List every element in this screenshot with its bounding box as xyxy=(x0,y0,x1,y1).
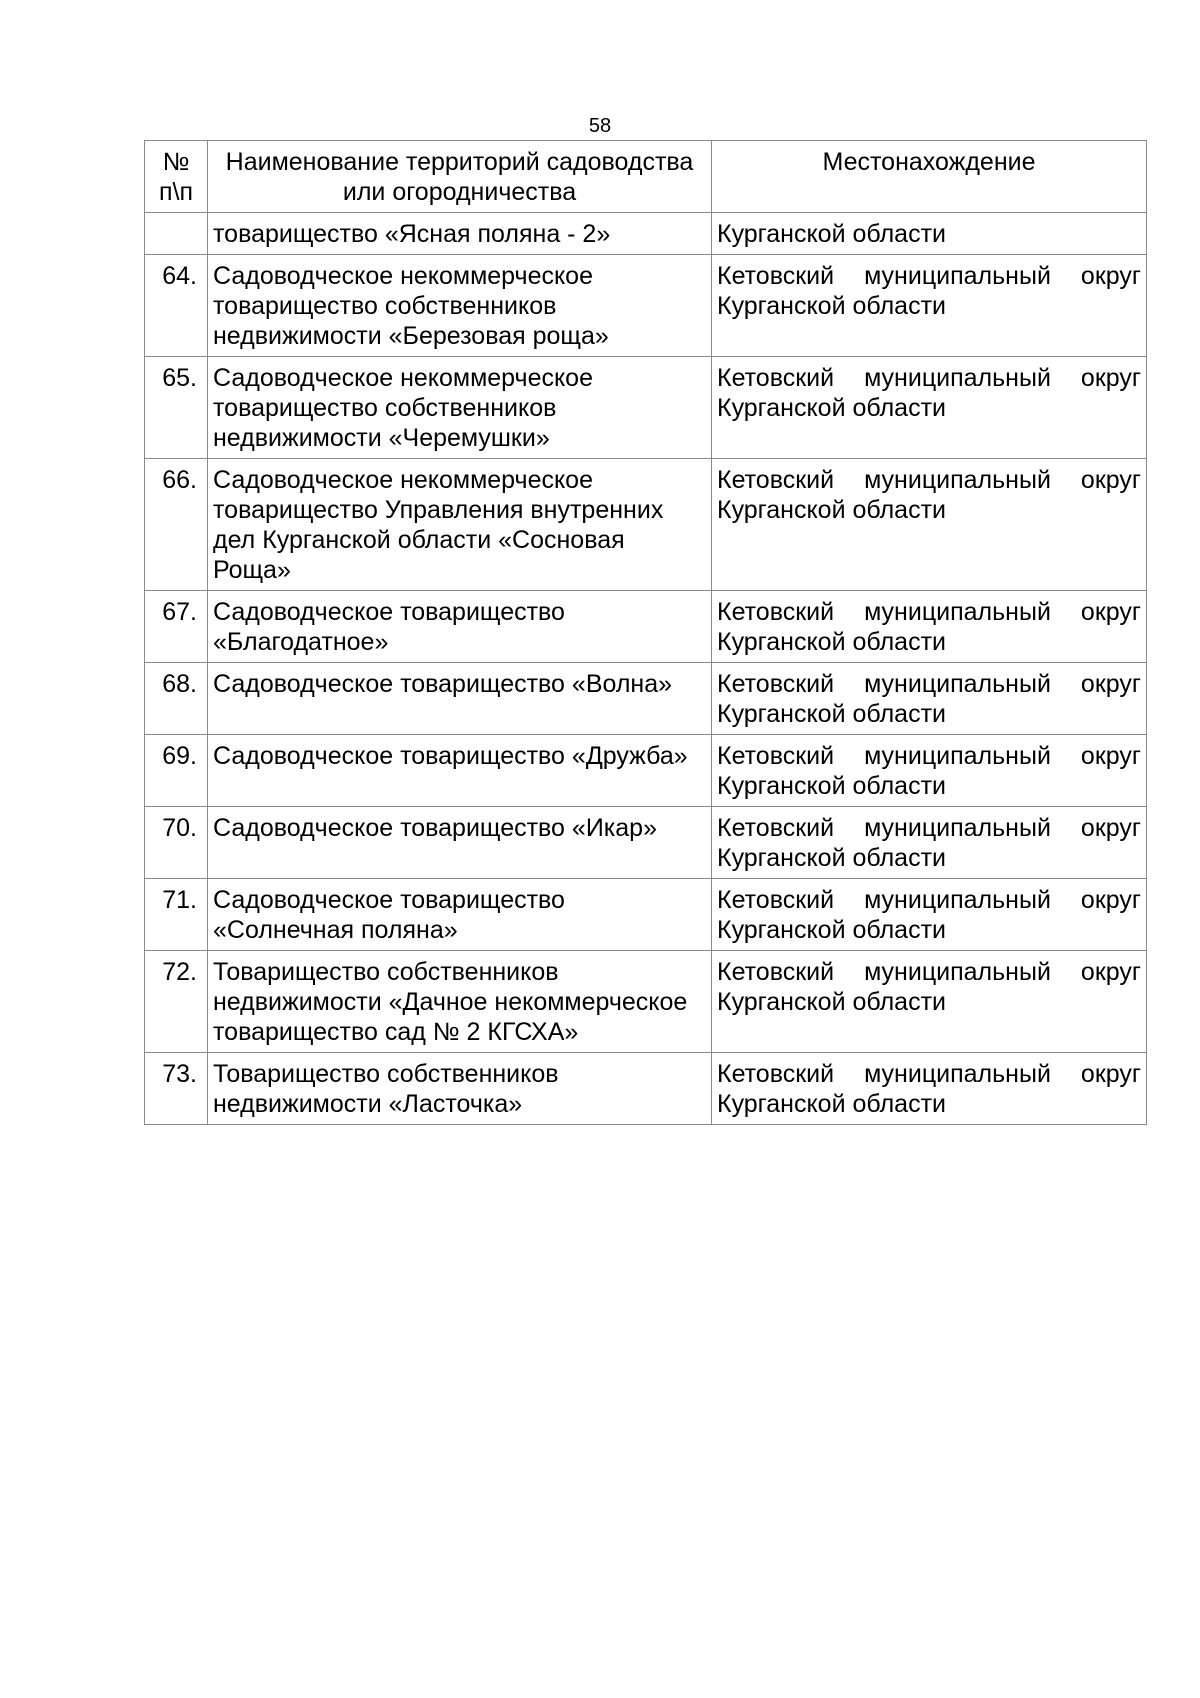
row-location xyxy=(712,663,1147,735)
row-number: 65. xyxy=(145,357,208,459)
table-row xyxy=(145,255,1147,357)
header-name: Наименование территорий садоводства или огородничества xyxy=(208,141,712,213)
row-location-line2: Курганской области xyxy=(717,916,947,944)
row-location-line2: Курганской области xyxy=(717,700,947,728)
row-number: 67. xyxy=(145,591,208,663)
row-location-line2: Курганской области xyxy=(717,496,947,524)
row-name: Садоводческое некоммерческое товарищество Управления внутренних дел Курганской области «Сосновая Роща» xyxy=(208,459,712,591)
row-number: 68. xyxy=(145,663,208,735)
table-row-continuation xyxy=(145,213,1147,255)
row-name: Садоводческое некоммерческое товарищество собственников недвижимости «Березовая роща» xyxy=(208,255,712,357)
table-row xyxy=(145,357,1147,459)
row-location xyxy=(712,591,1147,663)
row-location xyxy=(712,879,1147,951)
table-row xyxy=(145,1053,1147,1125)
row-number xyxy=(145,213,208,255)
row-name: Товарищество собственников недвижимости «Ласточка» xyxy=(208,1053,712,1125)
row-location: Курганской области xyxy=(712,213,1147,255)
table-header-row xyxy=(145,141,1147,213)
row-name: Садоводческое товарищество «Солнечная поляна» xyxy=(208,879,712,951)
row-location-line2: Курганской области xyxy=(717,988,947,1016)
table-body xyxy=(145,213,1147,1125)
table-row xyxy=(145,951,1147,1053)
page-number: 58 xyxy=(588,115,612,137)
row-location xyxy=(712,807,1147,879)
row-location-line2: Курганской области xyxy=(717,628,947,656)
territories-table xyxy=(144,140,1147,1125)
row-name: Садоводческое товарищество «Икар» xyxy=(208,807,712,879)
row-location-line2: Курганской области xyxy=(717,292,947,320)
row-location xyxy=(712,255,1147,357)
table-row xyxy=(145,807,1147,879)
row-location-line1: Кетовский муниципальный округ xyxy=(717,670,1141,698)
row-name: товарищество «Ясная поляна - 2» xyxy=(208,213,712,255)
row-location xyxy=(712,357,1147,459)
row-number: 71. xyxy=(145,879,208,951)
row-location-line1: Кетовский муниципальный округ xyxy=(717,886,1141,914)
row-number: 73. xyxy=(145,1053,208,1125)
row-location-line1: Кетовский муниципальный округ xyxy=(717,466,1141,494)
row-location-line1: Кетовский муниципальный округ xyxy=(717,598,1141,626)
row-location-line1: Кетовский муниципальный округ xyxy=(717,364,1141,392)
header-number: № п\п xyxy=(145,141,208,213)
row-location-line1: Кетовский муниципальный округ xyxy=(717,742,1141,770)
table-row xyxy=(145,663,1147,735)
row-location-line1: Кетовский муниципальный округ xyxy=(717,958,1141,986)
row-location-line2: Курганской области xyxy=(717,772,947,800)
row-location-line1: Кетовский муниципальный округ xyxy=(717,1060,1141,1088)
row-location-line2: Курганской области xyxy=(717,844,947,872)
header-location: Местонахождение xyxy=(712,141,1147,213)
row-number: 64. xyxy=(145,255,208,357)
row-number: 70. xyxy=(145,807,208,879)
row-number: 72. xyxy=(145,951,208,1053)
row-location-line1: Кетовский муниципальный округ xyxy=(717,262,1141,290)
table-row xyxy=(145,591,1147,663)
row-location xyxy=(712,459,1147,591)
row-location-line2: Курганской области xyxy=(717,1090,947,1118)
row-number: 66. xyxy=(145,459,208,591)
table-row xyxy=(145,879,1147,951)
row-name: Товарищество собственников недвижимости «Дачное некоммерческое товарищество сад № 2 КГСХА» xyxy=(208,951,712,1053)
table-row xyxy=(145,459,1147,591)
row-location-line2: Курганской области xyxy=(717,394,947,422)
row-location-line1: Кетовский муниципальный округ xyxy=(717,814,1141,842)
table-row xyxy=(145,735,1147,807)
row-name: Садоводческое некоммерческое товарищество собственников недвижимости «Черемушки» xyxy=(208,357,712,459)
row-number: 69. xyxy=(145,735,208,807)
row-name: Садоводческое товарищество «Благодатное» xyxy=(208,591,712,663)
row-location xyxy=(712,1053,1147,1125)
row-name: Садоводческое товарищество «Дружба» xyxy=(208,735,712,807)
row-name: Садоводческое товарищество «Волна» xyxy=(208,663,712,735)
row-location xyxy=(712,951,1147,1053)
row-location xyxy=(712,735,1147,807)
